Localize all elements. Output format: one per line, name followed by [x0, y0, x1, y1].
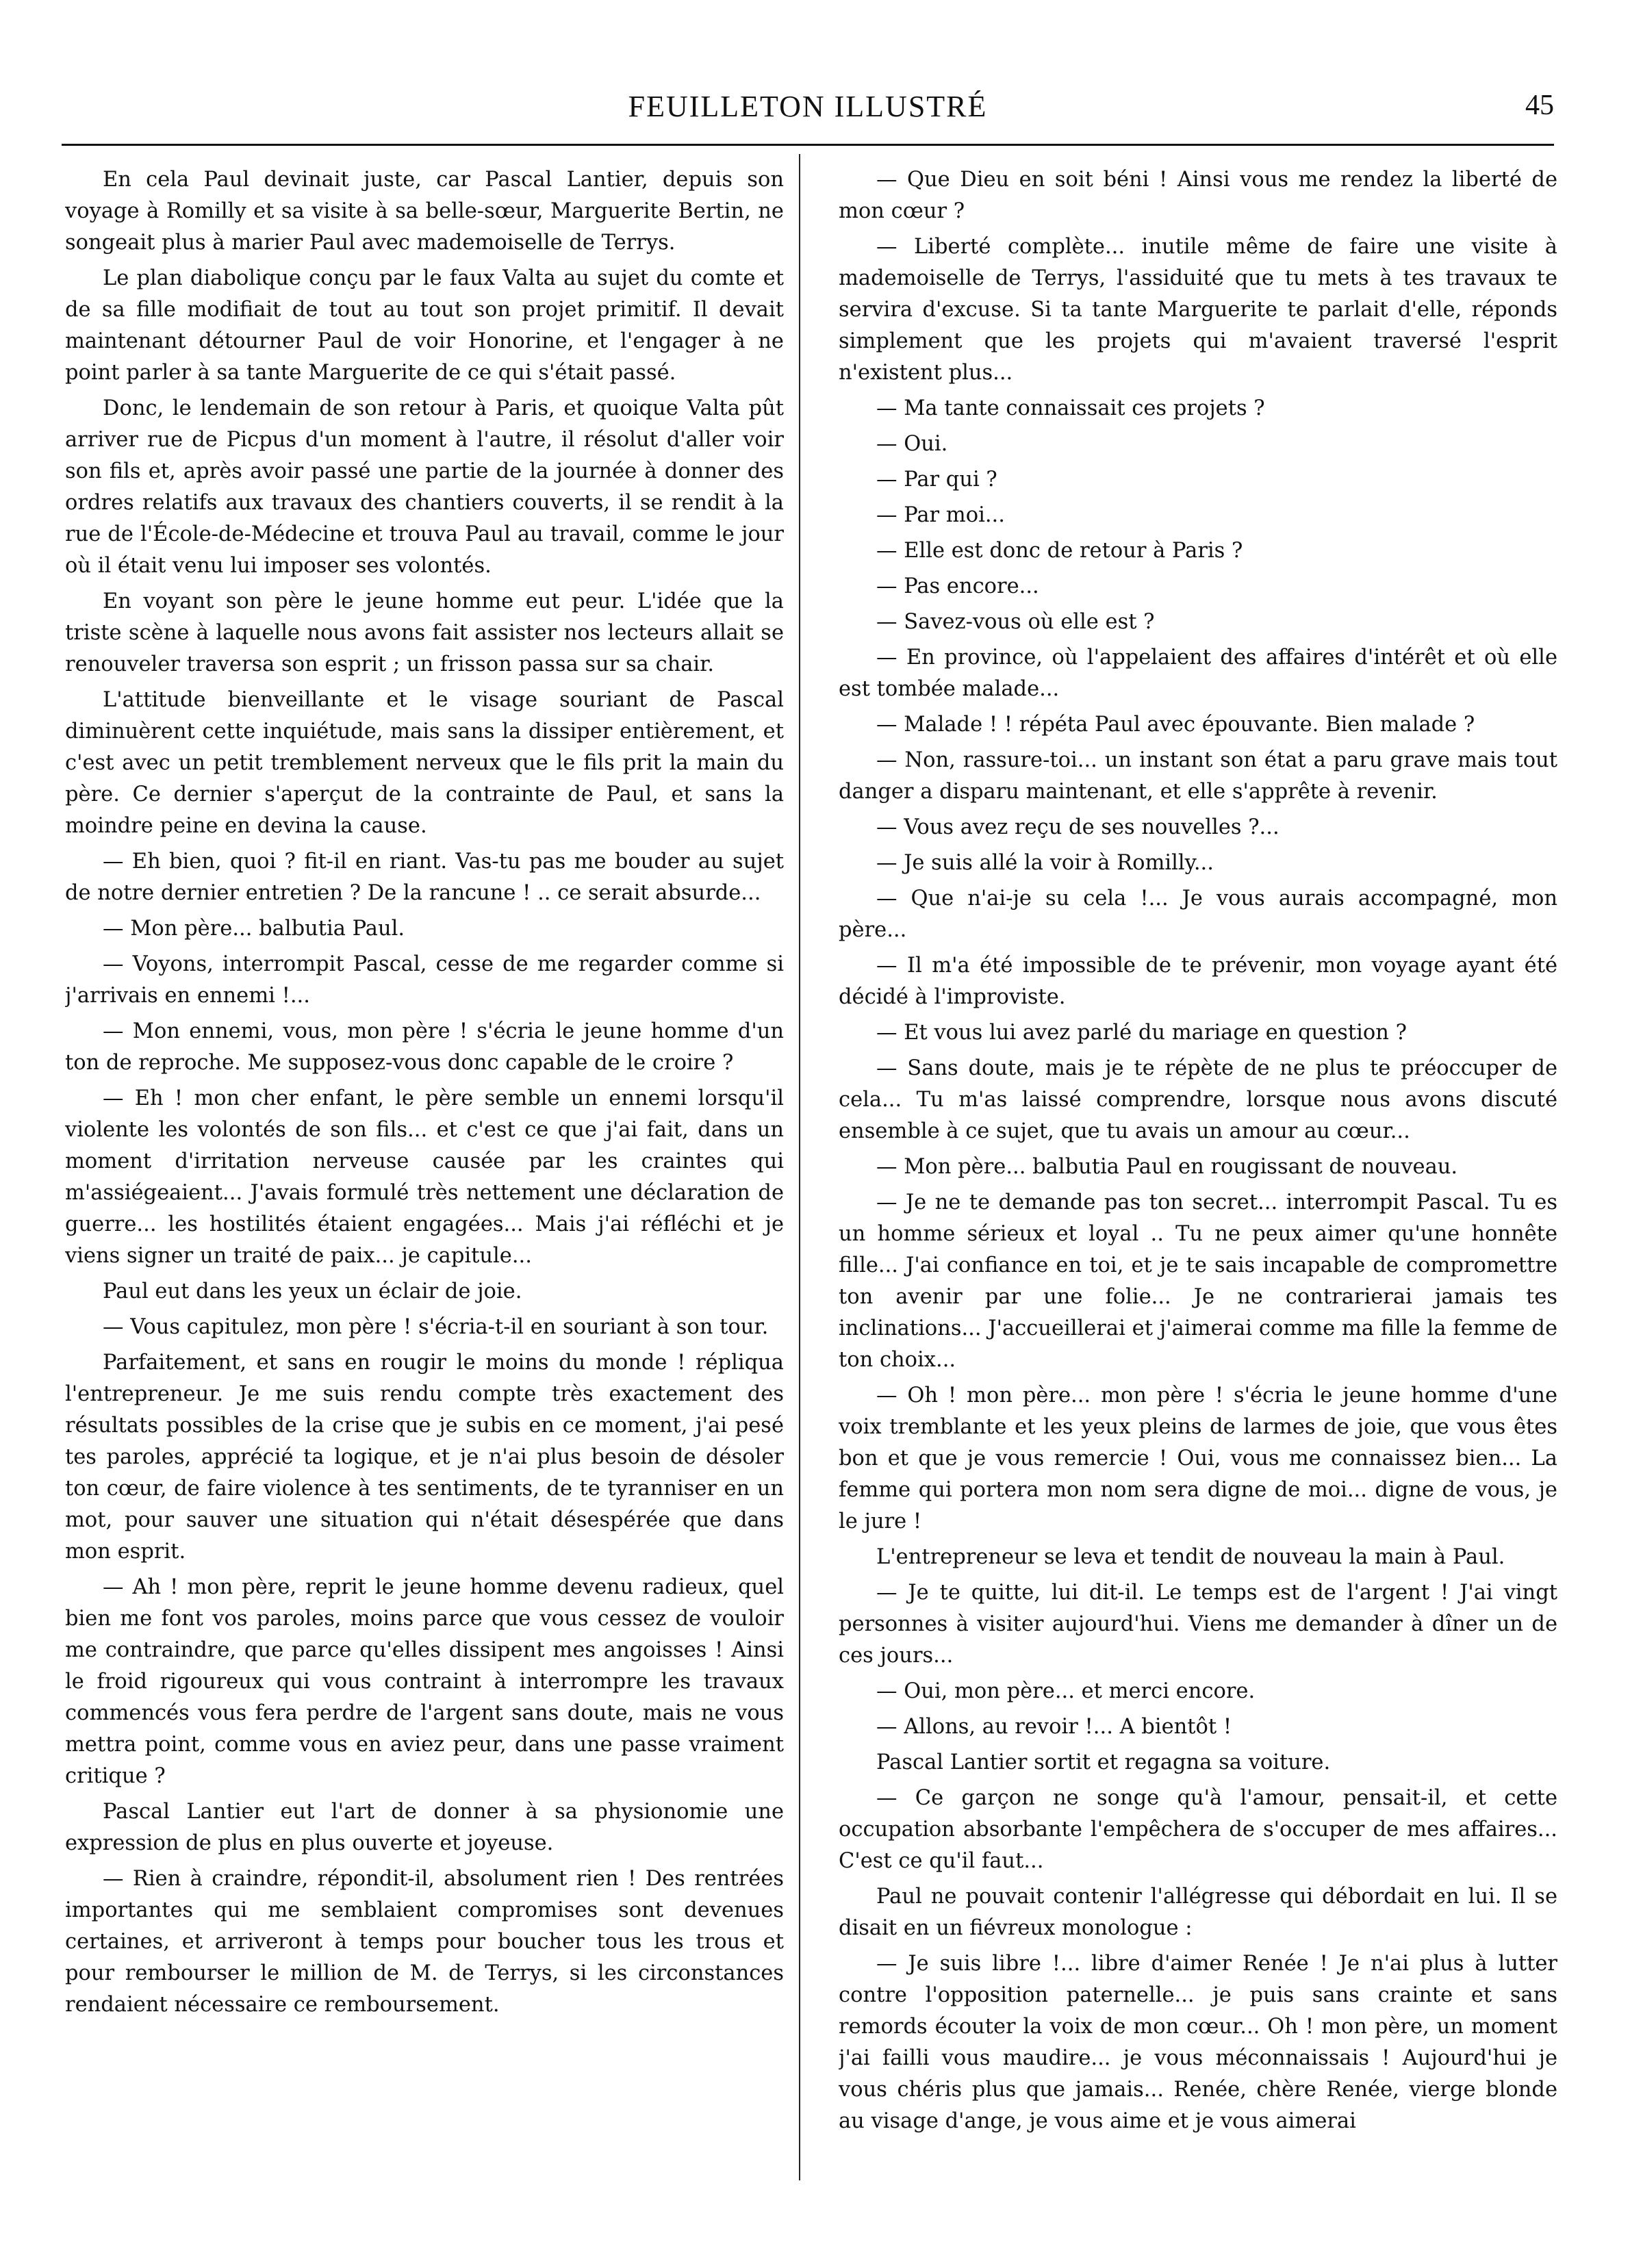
paragraph: — Je ne te demande pas ton secret... interrompit Pascal. Tu es un homme sérieux et loyal .. Tu ne peux aimer qu'une honnête fille... J'ai confiance en toi, et je te sais incapable de compromettre ton avenir par une folie... Je ne contrarierai jamais tes inclinations... J'accueillerai et j'aimerai comme ma fille la femme de ton choix...	[839, 1190, 1557, 1372]
paragraph: — Pas encore...	[876, 574, 1039, 598]
paragraph: — Vous capitulez, mon père ! s'écria-t-il en souriant à son tour.	[103, 1315, 769, 1339]
paragraph: — Mon ennemi, vous, mon père ! s'écria le jeune homme d'un ton de reproche. Me supposez-vous donc capable de le croire ?	[65, 1019, 784, 1075]
paragraph: Paul ne pouvait contenir l'allégresse qui débordait en lui. Il se disait en un fiévreux monologue :	[839, 1885, 1557, 1940]
paragraph: — Je suis allé la voir à Romilly...	[876, 851, 1214, 875]
paragraph: — Je te quitte, lui dit-il. Le temps est de l'argent ! J'ai vingt personnes à visiter aujourd'hui. Viens me demander à dîner un de ces jours...	[839, 1581, 1557, 1668]
paragraph: — Elle est donc de retour à Paris ?	[876, 539, 1243, 563]
column-divider	[799, 154, 800, 2180]
running-title: FEUILLETON ILLUSTRÉ	[628, 90, 988, 123]
paragraph: — Liberté complète... inutile même de faire une visite à mademoiselle de Terrys, l'assiduité que tu mets à tes travaux te servira d'excuse. Si ta tante Marguerite te parlait d'elle, réponds simplement que les projets qui m'avaient traversé l'esprit n'existent plus...	[839, 235, 1557, 385]
paragraph: — Je suis libre !... libre d'aimer Renée ! Je n'ai plus à lutter contre l'opposition paternelle... je puis sans crainte et sans remords écouter la voix de mon cœur... Oh ! mon père, un moment j'ai failli vous maudire... je vous méconnaissais ! Aujourd'hui je vous chéris plus que jamais... Renée, chère Renée, vierge blonde au visage d'ange, je vous aime et je vous aimerai	[839, 1952, 1557, 2133]
paragraph: — Et vous lui avez parlé du mariage en question ?	[876, 1021, 1407, 1045]
paragraph: — Ce garçon ne songe qu'à l'amour, pensait-il, et cette occupation absorbante l'empêchera de s'occuper de mes affaires... C'est ce qu'il faut...	[839, 1786, 1557, 1873]
text-column-left	[65, 164, 784, 2184]
paragraph: Parfaitement, et sans en rougir le moins du monde ! répliqua l'entrepreneur. Je me suis rendu compte très exactement des résultats possibles de la crise que je subis en ce moment, j'ai pesé tes paroles, apprécié ta logique, et je n'ai plus besoin de désoler ton cœur, de faire violence à tes sentiments, de te tyranniser en un mot, pour sauver une situation qui n'était désespérée que dans mon esprit.	[65, 1351, 784, 1564]
paragraph: Donc, le lendemain de son retour à Paris, et quoique Valta pût arriver rue de Picpus d'un moment à l'autre, il résolut d'aller voir son fils et, après avoir passé une partie de la journée à donner des ordres relatifs aux travaux des chantiers couverts, il se rendit à la rue de l'École-de-Médecine et trouva Paul au travail, comme le jour où il était venu lui imposer ses volontés.	[65, 396, 784, 578]
paragraph: — Il m'a été impossible de te prévenir, mon voyage ayant été décidé à l'improviste.	[839, 954, 1557, 1009]
header-rule	[62, 144, 1554, 146]
paragraph: L'attitude bienveillante et le visage souriant de Pascal diminuèrent cette inquiétude, mais sans la dissiper entièrement, et c'est avec un petit tremblement nerveux que le fils prit la main du père. Ce dernier s'aperçut de la contrainte de Paul, et sans la moindre peine en devina la cause.	[65, 688, 784, 838]
paragraph: — Oh ! mon père... mon père ! s'écria le jeune homme d'une voix tremblante et les yeux pleins de larmes de joie, que vous êtes bon et que je vous remercie ! Oui, vous me connaissez bien... La femme qui portera mon nom sera digne de moi... digne de vous, je le jure !	[839, 1384, 1557, 1533]
paragraph: — Oui.	[876, 432, 948, 456]
paragraph: L'entrepreneur se leva et tendit de nouveau la main à Paul.	[876, 1545, 1505, 1569]
paragraph: Le plan diabolique conçu par le faux Valta au sujet du comte et de sa fille modifiait de tout au tout son projet primitif. Il devait maintenant détourner Paul de voir Honorine, et l'engager à ne point parler à sa tante Marguerite de ce qui s'était passé.	[65, 266, 784, 385]
paragraph: — Que n'ai-je su cela !... Je vous aurais accompagné, mon père...	[839, 887, 1557, 942]
paragraph: — Malade ! ! répéta Paul avec épouvante. Bien malade ?	[876, 713, 1475, 737]
paragraph: — Par moi...	[876, 503, 1005, 527]
paragraph: Pascal Lantier eut l'art de donner à sa physionomie une expression de plus en plus ouverte et joyeuse.	[65, 1800, 784, 1855]
paragraph: — Mon père... balbutia Paul en rougissant de nouveau.	[876, 1155, 1458, 1179]
paragraph: — Savez-vous où elle est ?	[876, 610, 1155, 634]
paragraph: — Mon père... balbutia Paul.	[103, 917, 405, 941]
paragraph: — Vous avez reçu de ses nouvelles ?...	[876, 815, 1279, 839]
paragraph: — Ah ! mon père, reprit le jeune homme devenu radieux, quel bien me font vos paroles, moins parce que vous cessez de vouloir me contraindre, que parce qu'elles dissipent mes angoisses ! Ainsi le froid rigoureux qui vous contraint à interrompre les travaux commencés vous fera perdre de l'argent sans doute, mais ne vous mettra point, comme vous en aviez peur, dans une passe vraiment critique ?	[65, 1575, 784, 1788]
text-column-right	[839, 164, 1557, 2184]
paragraph: — En province, où l'appelaient des affaires d'intérêt et où elle est tombée malade...	[839, 646, 1557, 701]
paragraph: — Sans doute, mais je te répète de ne plus te préoccuper de cela... Tu m'as laissé comprendre, lorsque nous avons discuté ensemble à ce sujet, que tu avais un amour au cœur...	[839, 1056, 1557, 1143]
paragraph: — Non, rassure-toi... un instant son état a paru grave mais tout danger a disparu maintenant, et elle s'apprête à revenir.	[839, 748, 1557, 804]
paragraph: Paul eut dans les yeux un éclair de joie.	[103, 1279, 522, 1303]
paragraph: — Eh bien, quoi ? fit-il en riant. Vas-tu pas me bouder au sujet de notre dernier entretien ? De la rancune ! .. ce serait absurde...	[65, 850, 784, 905]
paragraph: En voyant son père le jeune homme eut peur. L'idée que la triste scène à laquelle nous avons fait assister nos lecteurs allait se renouveler traversa son esprit ; un frisson passa sur sa chair.	[65, 589, 784, 676]
paragraph: — Oui, mon père... et merci encore.	[876, 1679, 1256, 1703]
page-number: 45	[1525, 90, 1554, 121]
paragraph: — Ma tante connaissait ces projets ?	[876, 396, 1265, 420]
paragraph: — Eh ! mon cher enfant, le père semble un ennemi lorsqu'il violente les volontés de son fils... et c'est ce que j'ai fait, dans un moment d'irritation nerveuse causée par les craintes qui m'assiégeaient... J'avais formulé très nettement une déclaration de guerre... les hostilités étaient engagées... Mais j'ai réfléchi et je viens signer un traité de paix... je capitule...	[65, 1086, 784, 1268]
paragraph: — Rien à craindre, répondit-il, absolument rien ! Des rentrées importantes qui me semblaient compromises sont devenues certaines, et arriveront à temps pour boucher tous les trous et pour rembourser le million de M. de Terrys, si les circonstances rendaient nécessaire ce remboursement.	[65, 1867, 784, 2017]
paragraph: — Que Dieu en soit béni ! Ainsi vous me rendez la liberté de mon cœur ?	[839, 168, 1557, 223]
page-header	[62, 89, 1554, 130]
paragraph: En cela Paul devinait juste, car Pascal Lantier, depuis son voyage à Romilly et sa visite à sa belle-sœur, Marguerite Bertin, ne songeait plus à marier Paul avec mademoiselle de Terrys.	[65, 168, 784, 255]
paragraph: — Par qui ?	[876, 468, 997, 492]
paragraph: — Voyons, interrompit Pascal, cesse de me regarder comme si j'arrivais en ennemi !...	[65, 952, 784, 1008]
paragraph: — Allons, au revoir !... A bientôt !	[876, 1715, 1232, 1739]
paragraph: Pascal Lantier sortit et regagna sa voiture.	[876, 1750, 1331, 1774]
